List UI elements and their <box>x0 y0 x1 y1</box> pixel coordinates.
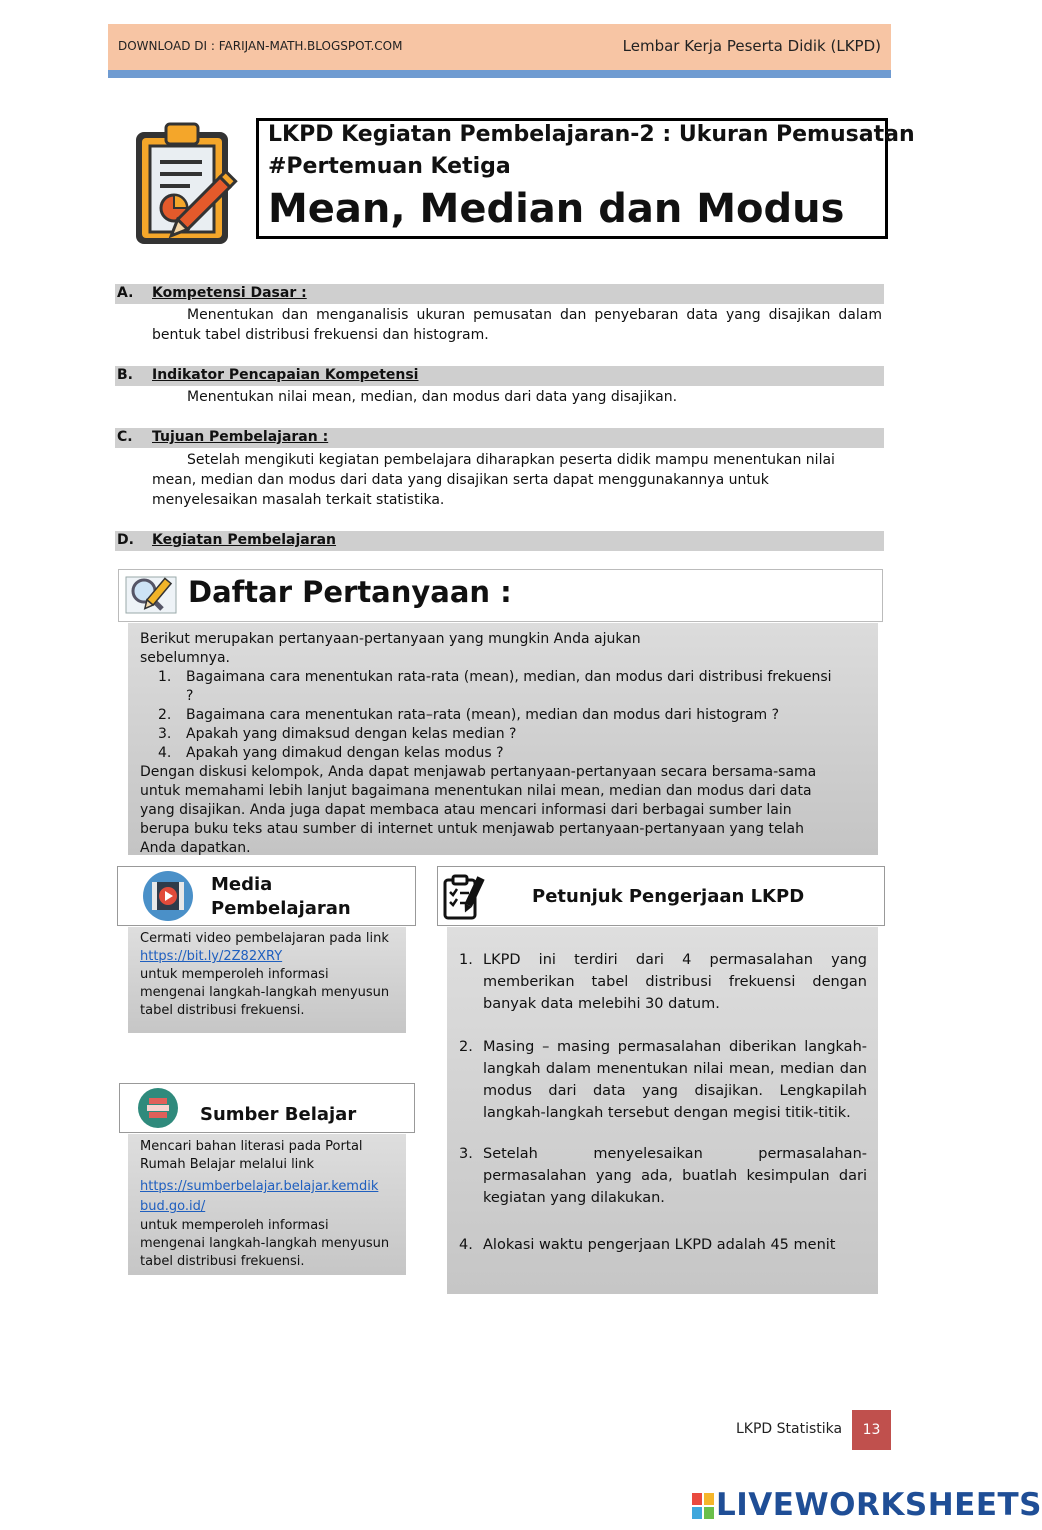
section-b-text: Menentukan nilai mean, median, dan modus dari data yang disajikan. <box>187 389 678 405</box>
media-title-1: Media <box>211 874 273 895</box>
questions-title: Daftar Pertanyaan : <box>188 575 512 609</box>
question-1-text: Bagaimana cara menentukan rata-rata (mean), median, dan modus dari distribusi frekuensi <box>186 669 832 685</box>
media-text-2: untuk memperoleh informasi <box>140 967 329 982</box>
instruction-3-text: Setelah menyelesaikan permasalahan-permasalahan yang ada, buatlah kesimpulan dari kegiatan yang dilakukan. <box>483 1146 867 1206</box>
section-c-text-line2: mean, median dan modus dari data yang disajikan serta dapat menggunakannya untuk <box>152 472 769 488</box>
questions-paragraph-5: Anda dapatkan. <box>140 840 251 856</box>
page-title: Mean, Median dan Modus <box>268 186 845 232</box>
section-c-letter: C. <box>117 429 133 445</box>
section-a-text: Menentukan dan menganalisis ukuran pemusatan dan penyebaran data yang disajikan dalam bentuk tabel distribusi frekuensi dan histogram. <box>152 307 882 343</box>
media-text-1: Cermati video pembelajaran pada link <box>140 931 389 946</box>
section-d-letter: D. <box>117 532 134 548</box>
magnifier-pencil-icon <box>124 573 180 617</box>
question-1-number: 1. <box>158 669 172 685</box>
question-4-number: 4. <box>158 745 172 761</box>
questions-paragraph-2: untuk memahami lebih lanjut bagaimana menentukan nilai mean, median dan modus dari data <box>140 783 812 799</box>
questions-intro-2: sebelumnya. <box>140 650 230 666</box>
sumber-text-1: Mencari bahan literasi pada Portal <box>140 1139 363 1154</box>
instruction-3-number: 3. <box>459 1146 473 1162</box>
instruction-4-number: 4. <box>459 1237 473 1253</box>
sumber-text-3: untuk memperoleh informasi <box>140 1218 329 1233</box>
section-c-text-line3: menyelesaikan masalah terkait statistika. <box>152 492 445 508</box>
instruction-2-number: 2. <box>459 1039 473 1055</box>
sumber-title: Sumber Belajar <box>200 1104 357 1125</box>
activity-title: LKPD Kegiatan Pembelajaran-2 : Ukuran Pemusatan <box>268 122 915 147</box>
sumber-text-4: mengenai langkah-langkah menyusun <box>140 1236 390 1251</box>
question-1-text-cont: ? <box>186 688 194 704</box>
header-download-text: DOWNLOAD DI : FARIJAN-MATH.BLOGSPOT.COM <box>118 39 403 53</box>
sumber-link-1[interactable]: https://sumberbelajar.belajar.kemdik <box>140 1179 379 1194</box>
liveworksheets-logo-icon <box>692 1493 714 1519</box>
checklist-pen-icon <box>441 872 491 922</box>
sumber-text-5: tabel distribusi frekuensi. <box>140 1254 305 1269</box>
instruction-4-text: Alokasi waktu pengerjaan LKPD adalah 45 menit <box>483 1237 836 1253</box>
section-b-letter: B. <box>117 367 133 383</box>
questions-paragraph-1: Dengan diskusi kelompok, Anda dapat menjawab pertanyaan-pertanyaan secara bersama-sama <box>140 764 817 780</box>
clipboard-chart-icon <box>130 120 255 250</box>
liveworksheets-brand: LIVEWORKSHEETS <box>716 1487 1042 1523</box>
footer-label: LKPD Statistika <box>736 1421 843 1437</box>
questions-panel <box>128 623 878 855</box>
question-2-number: 2. <box>158 707 172 723</box>
petunjuk-title: Petunjuk Pengerjaan LKPD <box>532 886 805 907</box>
sumber-text-2: Rumah Belajar melalui link <box>140 1157 315 1172</box>
section-c-title: Tujuan Pembelajaran : <box>152 429 329 445</box>
media-text-4: tabel distribusi frekuensi. <box>140 1003 305 1018</box>
section-a-letter: A. <box>117 285 134 301</box>
questions-paragraph-4: berupa buku teks atau sumber di internet untuk menjawab pertanyaan-pertanyaan yang telah <box>140 821 804 837</box>
questions-intro-1: Berikut merupakan pertanyaan-pertanyaan yang mungkin Anda ajukan <box>140 631 641 647</box>
instruction-1-text: LKPD ini terdiri dari 4 permasalahan yang memberikan tabel distribusi frekuensi dengan banyak data melebihi 30 datum. <box>483 952 867 1012</box>
instruction-2-text: Masing – masing permasalahan diberikan langkah-langkah dalam menentukan nilai mean, median dan modus dari data yang disajikan. Lengkapilah langkah-langkah tersebut dengan megisi titik-titik. <box>483 1039 867 1121</box>
media-title-2: Pembelajaran <box>211 898 351 919</box>
books-icon <box>136 1086 180 1130</box>
question-3-number: 3. <box>158 726 172 742</box>
instruction-1-number: 1. <box>459 952 473 968</box>
video-play-icon <box>140 869 196 923</box>
header-title: Lembar Kerja Peserta Didik (LKPD) <box>622 37 881 55</box>
page-number-badge: 13 <box>852 1410 891 1450</box>
section-a-title: Kompetensi Dasar : <box>152 285 307 301</box>
section-d-title: Kegiatan Pembelajaran <box>152 532 337 548</box>
media-text-3: mengenai langkah-langkah menyusun <box>140 985 390 1000</box>
meeting-label: #Pertemuan Ketiga <box>268 154 511 179</box>
media-link[interactable]: https://bit.ly/2Z82XRY <box>140 949 283 964</box>
questions-paragraph-3: yang disajikan. Anda juga dapat membaca atau mencari informasi dari berbagai sumber lain <box>140 802 792 818</box>
sumber-link-2[interactable]: bud.go.id/ <box>140 1199 206 1214</box>
header-divider <box>108 70 891 78</box>
section-b-title: Indikator Pencapaian Kompetensi <box>152 367 419 383</box>
question-2-text: Bagaimana cara menentukan rata–rata (mean), median dan modus dari histogram ? <box>186 707 780 723</box>
question-4-text: Apakah yang dimakud dengan kelas modus ? <box>186 745 504 761</box>
section-c-text-line1: Setelah mengikuti kegiatan pembelajara diharapkan peserta didik mampu menentukan nilai <box>187 452 835 468</box>
question-3-text: Apakah yang dimaksud dengan kelas median ? <box>186 726 517 742</box>
